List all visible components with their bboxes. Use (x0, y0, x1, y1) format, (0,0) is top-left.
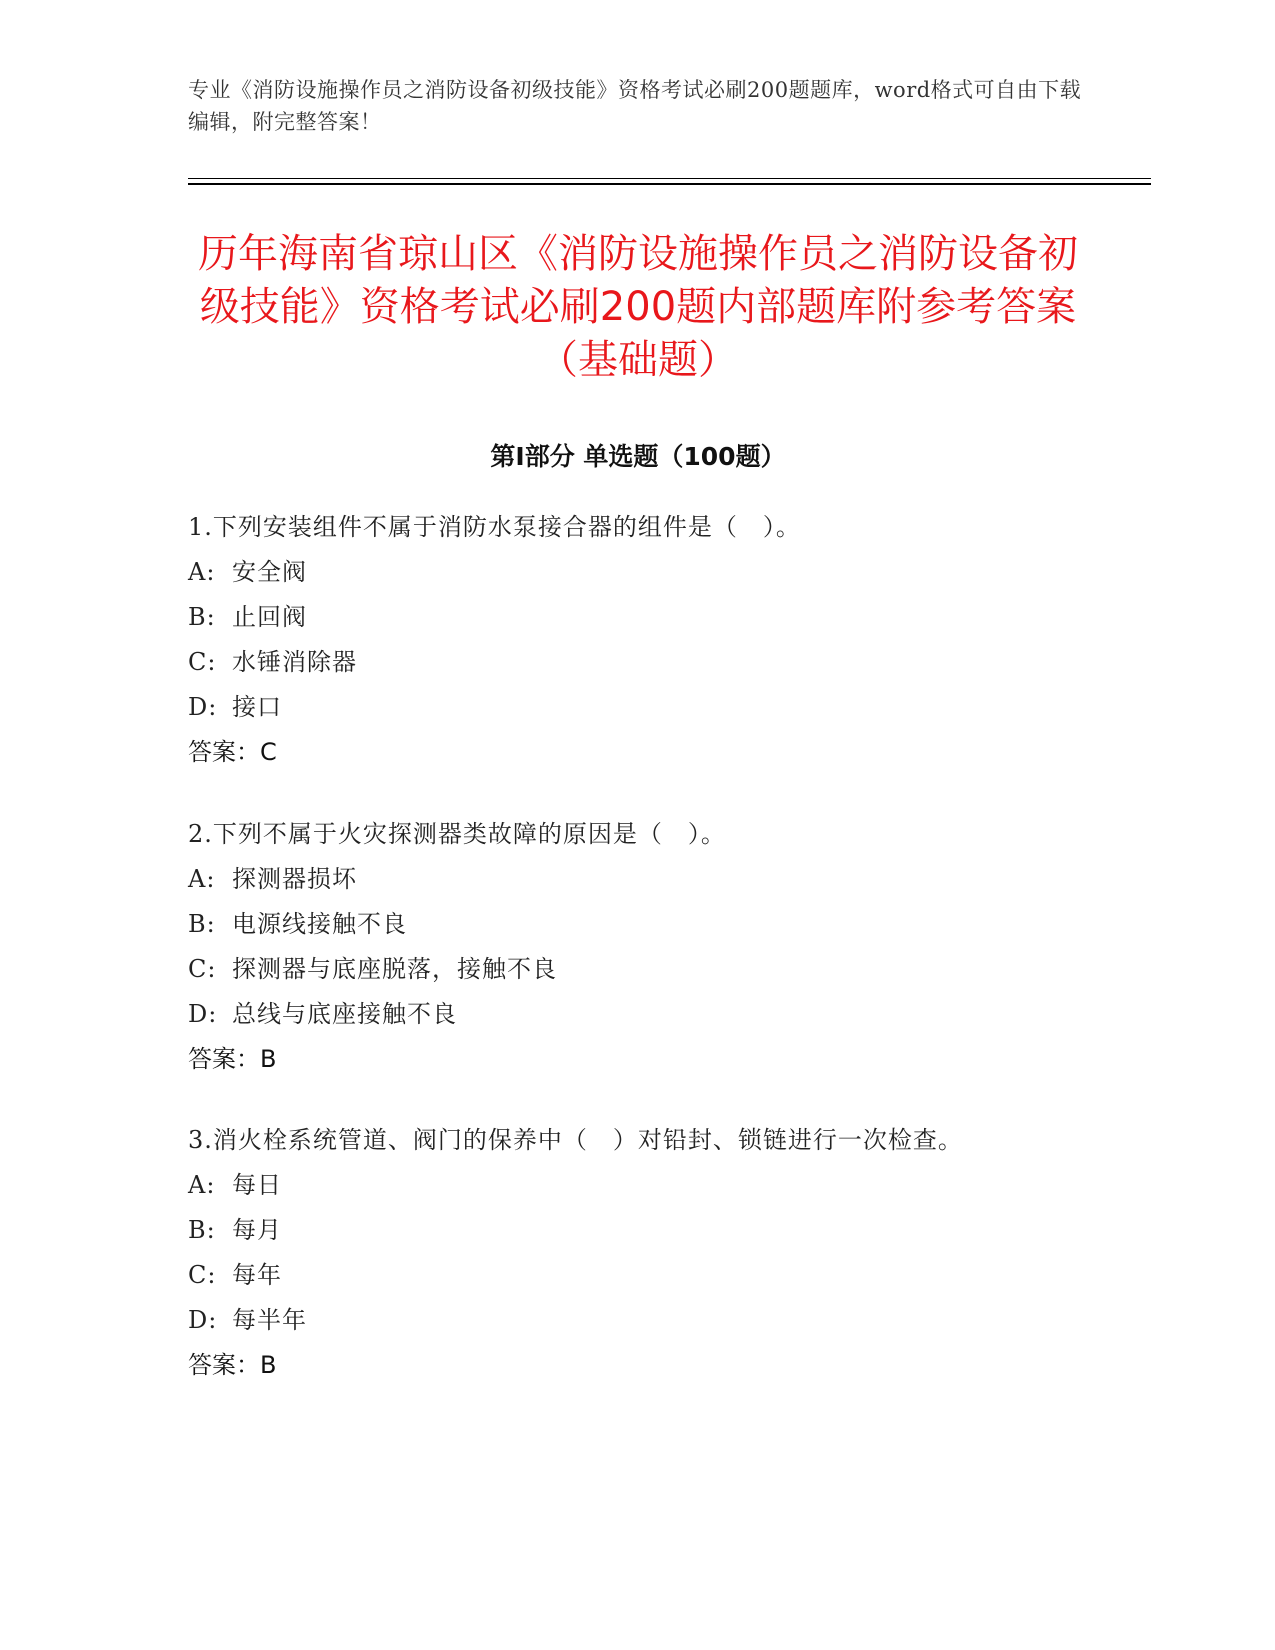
answer-value: B (260, 1351, 277, 1379)
option-text: 电源线接触不良 (232, 910, 407, 938)
option-letter: D: (188, 693, 218, 721)
option-a (188, 857, 1088, 902)
option-letter: C: (188, 648, 217, 676)
option-b (188, 902, 1088, 947)
option-letter: D: (188, 1000, 218, 1028)
option-letter: C: (188, 1261, 217, 1289)
option-letter: B: (188, 910, 216, 938)
answer-label: 答案： (188, 1351, 260, 1379)
option-text: 安全阀 (232, 558, 307, 586)
answer-value: C (260, 738, 277, 766)
option-b (188, 595, 1088, 640)
option-text: 总线与底座接触不良 (232, 1000, 457, 1028)
option-text: 水锤消除器 (232, 648, 357, 676)
option-text: 每年 (232, 1261, 282, 1289)
option-c (188, 1253, 1088, 1298)
option-d (188, 992, 1088, 1037)
option-text: 接口 (232, 693, 282, 721)
question-stem: 3.消火栓系统管道、阀门的保养中（ ）对铅封、锁链进行一次检查。 (188, 1126, 963, 1154)
option-b (188, 1208, 1088, 1253)
question-3 (188, 1117, 1088, 1388)
option-letter: D: (188, 1306, 218, 1334)
header-divider-thin (188, 178, 1151, 179)
option-d (188, 685, 1088, 730)
answer-label: 答案： (188, 1045, 260, 1073)
header-note: 专业《消防设施操作员之消防设备初级技能》资格考试必刷200题题库，word格式可自由下载编辑，附完整答案！ (188, 78, 1082, 134)
question-1 (188, 504, 1088, 775)
option-c (188, 947, 1088, 992)
option-text: 止回阀 (232, 603, 307, 631)
option-text: 每月 (232, 1216, 282, 1244)
answer-line (188, 1343, 1088, 1388)
question-2 (188, 811, 1088, 1082)
option-a (188, 1163, 1088, 1208)
option-text: 探测器损坏 (232, 865, 357, 893)
answer-value: B (260, 1045, 277, 1073)
answer-line (188, 730, 1088, 775)
option-letter: A: (188, 865, 216, 893)
question-stem: 2.下列不属于火灾探测器类故障的原因是（ ）。 (188, 820, 726, 848)
option-letter: A: (188, 1171, 216, 1199)
option-d (188, 1298, 1088, 1343)
option-letter: C: (188, 955, 217, 983)
option-c (188, 640, 1088, 685)
document-title: 历年海南省琼山区《消防设施操作员之消防设备初级技能》资格考试必刷200题内部题库附参考答案（基础题） (198, 231, 1078, 383)
answer-label: 答案： (188, 738, 260, 766)
option-text: 探测器与底座脱落，接触不良 (232, 955, 557, 983)
option-letter: A: (188, 558, 216, 586)
option-letter: B: (188, 603, 216, 631)
question-stem: 1.下列安装组件不属于消防水泵接合器的组件是（ ）。 (188, 513, 801, 541)
option-letter: B: (188, 1216, 216, 1244)
option-a (188, 550, 1088, 595)
option-text: 每日 (232, 1171, 282, 1199)
option-text: 每半年 (232, 1306, 307, 1334)
answer-line (188, 1037, 1088, 1082)
section-title: 第Ⅰ部分 单选题（100题） (490, 442, 786, 471)
header-divider-thick (188, 183, 1151, 185)
